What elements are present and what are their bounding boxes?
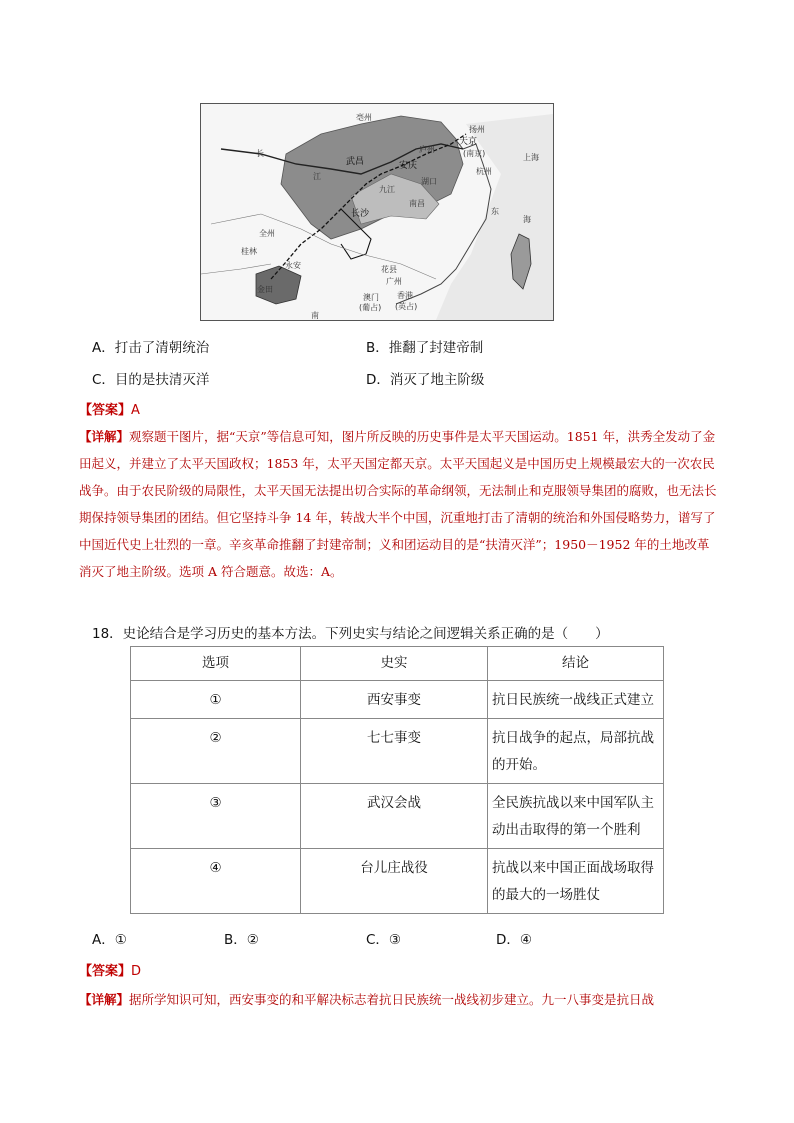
table-cell-conclusion: 抗日民族统一战线正式建立 xyxy=(488,681,664,719)
map-label-hai: 海 xyxy=(523,215,531,224)
q18-answer-value: D xyxy=(131,964,142,979)
table-row xyxy=(131,681,664,719)
q18-detail-text: 据所学知识可知，西安事变的和平解决标志着抗日民族统一战线初步建立。九一八事变是抗日战 xyxy=(129,992,655,1007)
map-label-changsha: 长沙 xyxy=(351,209,370,219)
table-header-row xyxy=(131,647,664,681)
map-label-huaxian: 花县 xyxy=(381,265,397,274)
map-label-yangzhou: 扬州 xyxy=(469,125,485,134)
map-label-xianggang: 香港 xyxy=(397,291,413,300)
table-header-fact: 史实 xyxy=(301,647,488,681)
table-header-conclusion: 结论 xyxy=(488,647,664,681)
q18-answer xyxy=(79,960,141,979)
q17-detail xyxy=(79,423,719,585)
q18-option-c: C．③ xyxy=(366,932,402,948)
table-cell-opt: ① xyxy=(131,681,301,719)
q18-detail-label: 【详解】 xyxy=(79,992,130,1007)
q18-option-b: B．② xyxy=(224,932,259,948)
q18-option-d: D．④ xyxy=(496,932,532,948)
map-label-shanghai: 上海 xyxy=(523,153,539,162)
map-label-luzhou: 庐州 xyxy=(419,145,435,154)
table-cell-opt: ③ xyxy=(131,784,301,849)
q17-answer-label: 【答案】 xyxy=(79,403,132,418)
table-row xyxy=(131,784,664,849)
q17-option-d: D．消灭了地主阶级 xyxy=(366,372,485,388)
table-cell-opt: ② xyxy=(131,719,301,784)
q18-option-a: A．① xyxy=(92,932,127,948)
q17-option-c: C．目的是扶清灭洋 xyxy=(92,372,210,388)
q17-detail-label: 【详解】 xyxy=(79,429,130,444)
table-row xyxy=(131,719,664,784)
map-label-jiujiang: 九江 xyxy=(379,185,395,194)
map-label-chang: 长 xyxy=(256,149,264,158)
map-label-nanchang: 南昌 xyxy=(409,199,425,208)
map-label-dong: 东 xyxy=(491,207,499,216)
q18-detail xyxy=(79,986,719,1013)
map-label-yongan: 永安 xyxy=(285,261,301,270)
map-label-aomen: 澳门 xyxy=(363,293,379,302)
map-label-jintian: 金田 xyxy=(257,285,273,294)
q17-answer xyxy=(79,399,140,418)
map-label-anqing: 安庆 xyxy=(399,161,418,171)
map-label-tianjing: 天京 xyxy=(459,137,478,147)
map-label-guangzhou: 广州 xyxy=(386,277,402,286)
map-label-wuchang: 武昌 xyxy=(346,157,365,167)
map-label-putao: (葡占) xyxy=(359,303,382,312)
table-cell-fact: 七七事变 xyxy=(301,719,488,784)
table-header-option: 选项 xyxy=(131,647,301,681)
map-label-bozhou: 亳州 xyxy=(356,113,372,122)
map-label-hangzhou: 杭州 xyxy=(476,167,492,176)
table-cell-conclusion: 抗战以来中国正面战场取得的最大的一场胜仗 xyxy=(488,849,664,914)
map-label-quanzhou: 全州 xyxy=(259,229,275,238)
table-cell-fact: 武汉会战 xyxy=(301,784,488,849)
map-label-hukou: 湖口 xyxy=(421,177,437,186)
map-label-jiang: 江 xyxy=(313,172,321,181)
map-label-nanjing: (南京) xyxy=(463,149,486,158)
q18-table xyxy=(130,646,664,914)
taiping-map-figure xyxy=(200,103,554,321)
table-cell-conclusion: 全民族抗战以来中国军队主动出击取得的第一个胜利 xyxy=(488,784,664,849)
q17-option-a: A．打击了清朝统治 xyxy=(92,340,210,356)
q17-option-b: B．推翻了封建帝制 xyxy=(366,340,484,356)
q18-answer-label: 【答案】 xyxy=(79,964,132,979)
table-cell-fact: 台儿庄战役 xyxy=(301,849,488,914)
q17-answer-value: A xyxy=(131,403,140,418)
map-label-yingzhan: (英占) xyxy=(395,302,418,311)
table-cell-conclusion: 抗日战争的起点，局部抗战的开始。 xyxy=(488,719,664,784)
table-cell-opt: ④ xyxy=(131,849,301,914)
map-svg xyxy=(201,104,553,320)
q18-stem: 18．史论结合是学习历史的基本方法。下列史实与结论之间逻辑关系正确的是（ ） xyxy=(92,626,609,642)
q17-detail-text: 观察题干图片，据“天京”等信息可知，图片所反映的历史事件是太平天国运动。1851 年，洪秀全发动了金田起义，并建立了太平天国政权；1853 年，太平天国定都天京。太平天国起义是中国历史上规模最宏大的一次农民战争。由于农民阶级的局限性，太平天国无法提出切合实际的革命纲领，无法制止和克服领导集团的腐败，也无法长期保持领导集团的团结。但它坚持斗争 14 年，转战大半个中国，沉重地打击了清朝的统治和外国侵略势力，谱写了中国近代史上壮烈的一章。辛亥革命推翻了封建帝制；义和团运动目的是“扶清灭洋”；1950－1952 年的土地改革消灭了地主阶级。选项 A 符合题意。故选：A。 xyxy=(79,429,717,579)
table-row xyxy=(131,849,664,914)
map-label-nan: 南 xyxy=(311,311,319,320)
table-cell-fact: 西安事变 xyxy=(301,681,488,719)
map-label-guilin: 桂林 xyxy=(241,247,257,256)
